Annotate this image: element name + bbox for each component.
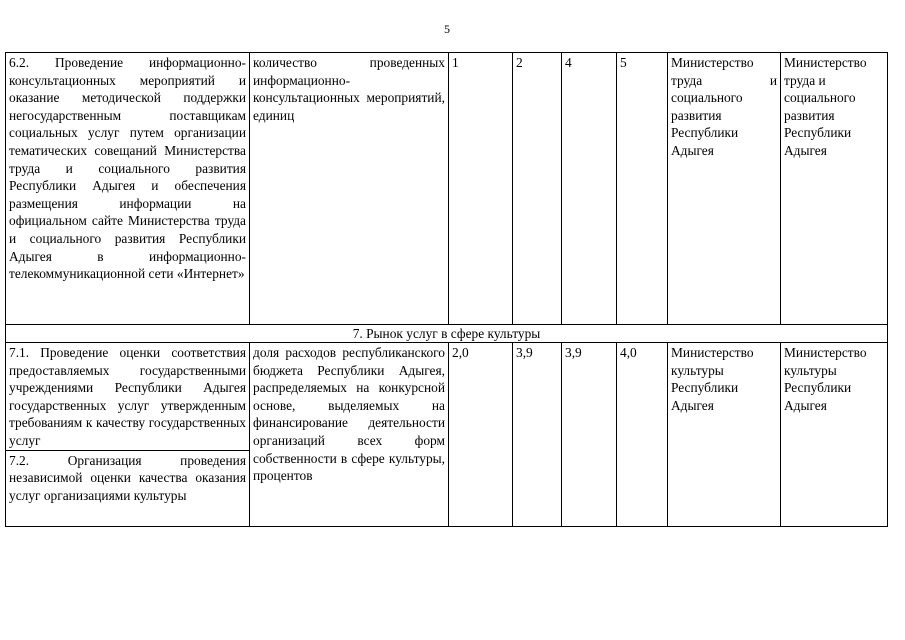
responsible-cell-2: Министерство труда и социального развития Республики Адыгея: [781, 53, 888, 325]
activity-cell: 7.2. Организация проведения независимой оценки качества оказания услуг организациями культуры: [6, 450, 250, 526]
indicator-cell: доля расходов республиканского бюджета Республики Адыгея, распределяемых на конкурсной основе, выделяемых на финансирование деятельности организаций всех форм собственности в сфере культуры, процентов: [250, 343, 449, 527]
table-row-7-1: [6, 343, 888, 451]
table-row-6-2: [6, 53, 888, 325]
value-cell-2: 3,9: [513, 343, 562, 527]
value-cell-1: 1: [449, 53, 513, 325]
value-cell-4: 5: [617, 53, 668, 325]
value-cell-3: 3,9: [562, 343, 617, 527]
indicator-cell: количество проведенных информационно-консультационных мероприятий, единиц: [250, 53, 449, 325]
responsible-cell-2: Министерство культуры Республики Адыгея: [781, 343, 888, 527]
value-cell-2: 2: [513, 53, 562, 325]
value-cell-4: 4,0: [617, 343, 668, 527]
activity-cell: 7.1. Проведение оценки соответствия предоставляемых государственными учреждениями Республики Адыгея государственных услуг утвержденным требованиям к качеству государственных услуг: [6, 343, 250, 451]
page-number: 5: [444, 22, 450, 36]
responsible-cell: Министерство труда и социального развития Республики Адыгея: [668, 53, 781, 325]
value-cell-1: 2,0: [449, 343, 513, 527]
section-title: 7. Рынок услуг в сфере культуры: [6, 325, 888, 343]
measures-table: [5, 52, 888, 527]
activity-cell: 6.2. Проведение информационно-консультационных мероприятий и оказание методической поддержки негосударственным поставщикам социальных услуг путем организации тематических совещаний Министерства труда и социального развития Республики Адыгея и обеспечения размещения информации на официальном сайте Министерства труда и социального развития Республики Адыгея в информационно-телекоммуникационной сети «Интернет»: [6, 53, 250, 325]
responsible-cell: Министерство культуры Республики Адыгея: [668, 343, 781, 527]
value-cell-3: 4: [562, 53, 617, 325]
section-row-7: [6, 325, 888, 343]
